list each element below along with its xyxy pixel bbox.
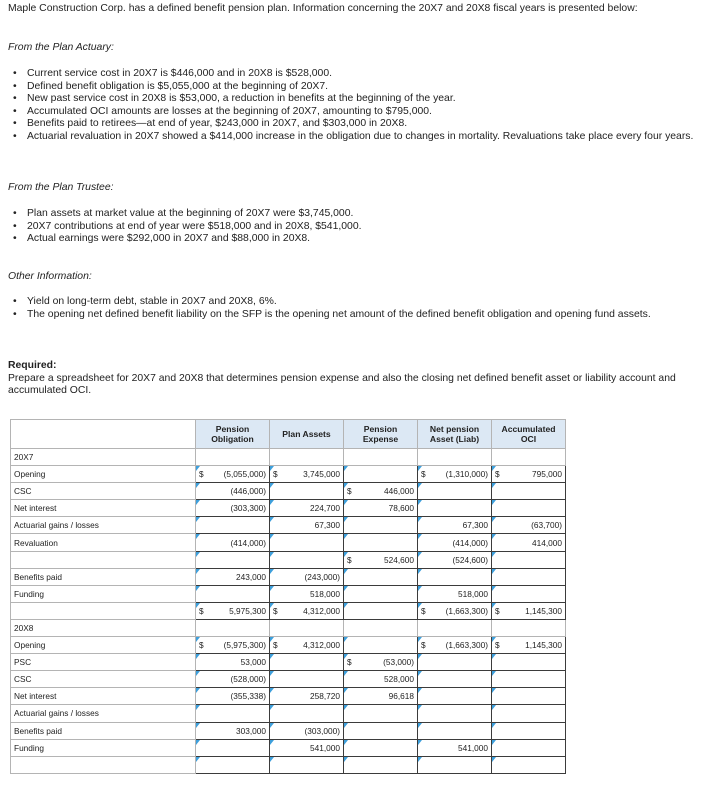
net-pension-asset-cell[interactable]: [418, 671, 492, 688]
accumulated-oci-cell[interactable]: [492, 602, 566, 619]
cell-value: 5,975,300: [229, 605, 266, 616]
plan-assets-cell[interactable]: 224,700: [270, 500, 344, 517]
plan-assets-cell[interactable]: [270, 602, 344, 619]
plan-assets-cell[interactable]: 518,000: [270, 585, 344, 602]
net-pension-asset-cell[interactable]: [418, 500, 492, 517]
accumulated-oci-cell[interactable]: 414,000: [492, 534, 566, 551]
pension-obligation-cell[interactable]: [196, 739, 270, 756]
pension-obligation-cell: [196, 619, 270, 636]
net-pension-asset-cell[interactable]: 67,300: [418, 517, 492, 534]
net-pension-asset-cell[interactable]: (414,000): [418, 534, 492, 551]
table-row: [11, 449, 566, 466]
accumulated-oci-cell[interactable]: (63,700): [492, 517, 566, 534]
row-label: [11, 756, 196, 773]
cell-value: (5,975,300): [223, 640, 266, 651]
accumulated-oci-cell[interactable]: [492, 466, 566, 483]
table-row: [11, 705, 566, 722]
plan-assets-cell: [270, 449, 344, 466]
currency-symbol: $: [273, 640, 278, 651]
pension-obligation-cell[interactable]: [196, 585, 270, 602]
list-item: • Plan assets at market value at the beginning of 20X7 were $3,745,000.: [12, 208, 710, 221]
currency-symbol: $: [421, 605, 426, 616]
accumulated-oci-cell: [492, 619, 566, 636]
table-row: [11, 637, 566, 654]
accumulated-oci-cell[interactable]: [492, 483, 566, 500]
row-label: Benefits paid: [11, 722, 196, 739]
pension-obligation-cell[interactable]: [196, 466, 270, 483]
list-item: • Actual earnings were $292,000 in 20X7 and $88,000 in 20X8.: [12, 233, 710, 246]
plan-assets-cell[interactable]: 541,000: [270, 739, 344, 756]
cell-value: 3,745,000: [303, 469, 340, 480]
row-label: [11, 602, 196, 619]
cell-value: (5,055,000): [223, 469, 266, 480]
pension-obligation-cell[interactable]: [196, 637, 270, 654]
accumulated-oci-cell[interactable]: [492, 705, 566, 722]
table-row: [11, 585, 566, 602]
plan-assets-cell[interactable]: (303,000): [270, 722, 344, 739]
header-pension-obligation: Pension Obligation: [196, 420, 270, 449]
row-label: Opening: [11, 466, 196, 483]
table-row: [11, 500, 566, 517]
cell-value: (1,663,300): [445, 605, 488, 616]
net-pension-asset-cell[interactable]: [418, 602, 492, 619]
pension-expense-cell[interactable]: [344, 483, 418, 500]
row-label: Net interest: [11, 500, 196, 517]
pension-expense-cell[interactable]: [344, 722, 418, 739]
table-row: [11, 517, 566, 534]
pension-obligation-cell[interactable]: 303,000: [196, 722, 270, 739]
table-row: [11, 654, 566, 671]
net-pension-asset-cell[interactable]: [418, 637, 492, 654]
accumulated-oci-cell[interactable]: [492, 739, 566, 756]
pension-expense-cell[interactable]: [344, 551, 418, 568]
required-block: [8, 360, 710, 398]
accumulated-oci-cell[interactable]: [492, 585, 566, 602]
header-net-pension-asset: Net pension Asset (Liab): [418, 420, 492, 449]
list-item: • New past service cost in 20X8 is $53,000, a reduction in benefits at the beginning of the year.: [12, 93, 710, 106]
net-pension-asset-cell[interactable]: 541,000: [418, 739, 492, 756]
row-label: CSC: [11, 671, 196, 688]
pension-obligation-cell[interactable]: 53,000: [196, 654, 270, 671]
plan-assets-cell[interactable]: [270, 654, 344, 671]
net-pension-asset-cell[interactable]: [418, 688, 492, 705]
cell-value: 795,000: [532, 469, 562, 480]
cell-value: 446,000: [384, 486, 414, 497]
pension-obligation-cell[interactable]: [196, 517, 270, 534]
table-row: [11, 551, 566, 568]
pension-obligation-cell[interactable]: (414,000): [196, 534, 270, 551]
accumulated-oci-cell: [492, 449, 566, 466]
table-row: [11, 602, 566, 619]
row-label: 20X8: [11, 619, 196, 636]
accumulated-oci-cell[interactable]: [492, 568, 566, 585]
table-row: [11, 688, 566, 705]
pension-worksheet: [10, 419, 566, 774]
row-label: Opening: [11, 637, 196, 654]
plan-assets-cell[interactable]: [270, 637, 344, 654]
row-label: Funding: [11, 739, 196, 756]
list-item: • 20X7 contributions at end of year were $518,000 and in 20X8, $541,000.: [12, 221, 710, 234]
header-plan-assets: Plan Assets: [270, 420, 344, 449]
pension-expense-cell[interactable]: [344, 585, 418, 602]
trustee-bullet-list: [12, 208, 710, 246]
list-item: • Accumulated OCI amounts are losses at the beginning of 20X7, amounting to $795,000.: [12, 106, 710, 119]
accumulated-oci-cell[interactable]: [492, 654, 566, 671]
actuary-bullet-list: [12, 68, 710, 144]
pension-expense-cell[interactable]: [344, 602, 418, 619]
cell-value: 1,145,300: [525, 605, 562, 616]
row-label: Funding: [11, 585, 196, 602]
header-pension-expense: Pension Expense: [344, 420, 418, 449]
currency-symbol: $: [495, 640, 500, 651]
row-label: Revaluation: [11, 534, 196, 551]
currency-symbol: $: [421, 469, 426, 480]
pension-expense-cell[interactable]: [344, 654, 418, 671]
net-pension-asset-cell: [418, 449, 492, 466]
table-row: [11, 722, 566, 739]
row-label: Actuarial gains / losses: [11, 517, 196, 534]
currency-symbol: $: [495, 469, 500, 480]
header-blank: [11, 420, 196, 449]
cell-value: (53,000): [383, 657, 414, 668]
pension-expense-cell[interactable]: [344, 739, 418, 756]
plan-assets-cell[interactable]: (243,000): [270, 568, 344, 585]
required-title: Required:: [8, 360, 57, 371]
pension-obligation-cell[interactable]: [196, 705, 270, 722]
plan-assets-cell: [270, 619, 344, 636]
pension-expense-cell[interactable]: 78,600: [344, 500, 418, 517]
table-row: [11, 739, 566, 756]
pension-obligation-cell[interactable]: [196, 602, 270, 619]
worksheet-header-row: [11, 420, 566, 449]
plan-assets-cell[interactable]: [270, 705, 344, 722]
currency-symbol: $: [199, 640, 204, 651]
pension-expense-cell[interactable]: 528,000: [344, 671, 418, 688]
plan-assets-cell[interactable]: 67,300: [270, 517, 344, 534]
plan-assets-cell[interactable]: [270, 551, 344, 568]
intro-paragraph: Maple Construction Corp. has a defined benefit pension plan. Information concerning the 20X7 and 20X8 fiscal years is presented below:: [8, 3, 638, 14]
pension-obligation-cell[interactable]: [196, 756, 270, 773]
net-pension-asset-cell[interactable]: (524,600): [418, 551, 492, 568]
row-label: 20X7: [11, 449, 196, 466]
net-pension-asset-cell[interactable]: [418, 705, 492, 722]
pension-obligation-cell[interactable]: (528,000): [196, 671, 270, 688]
accumulated-oci-cell[interactable]: [492, 551, 566, 568]
net-pension-asset-cell[interactable]: [418, 756, 492, 773]
list-item: • Yield on long-term debt, stable in 20X7 and 20X8, 6%.: [12, 296, 710, 309]
cell-value: 524,600: [384, 554, 414, 565]
table-row: [11, 568, 566, 585]
currency-symbol: $: [199, 469, 204, 480]
accumulated-oci-cell[interactable]: [492, 756, 566, 773]
pension-expense-cell[interactable]: [344, 517, 418, 534]
table-row: [11, 619, 566, 636]
required-text: Prepare a spreadsheet for 20X7 and 20X8 that determines pension expense and also the closing net defined benefit asset or liability account and accumulated OCI.: [8, 372, 676, 397]
net-pension-asset-cell[interactable]: [418, 654, 492, 671]
pension-expense-cell: [344, 449, 418, 466]
net-pension-asset-cell: [418, 619, 492, 636]
currency-symbol: $: [273, 605, 278, 616]
list-item: • Current service cost in 20X7 is $446,000 and in 20X8 is $528,000.: [12, 68, 710, 81]
net-pension-asset-cell[interactable]: [418, 568, 492, 585]
table-row: [11, 483, 566, 500]
plan-assets-cell[interactable]: [270, 534, 344, 551]
plan-assets-cell[interactable]: 258,720: [270, 688, 344, 705]
pension-expense-cell[interactable]: 96,618: [344, 688, 418, 705]
net-pension-asset-cell[interactable]: 518,000: [418, 585, 492, 602]
row-label: PSC: [11, 654, 196, 671]
actuary-heading: From the Plan Actuary:: [8, 42, 114, 53]
pension-obligation-cell[interactable]: [196, 551, 270, 568]
table-row: [11, 756, 566, 773]
plan-assets-cell[interactable]: [270, 756, 344, 773]
plan-assets-cell[interactable]: [270, 466, 344, 483]
currency-symbol: $: [421, 640, 426, 651]
cell-value: (1,663,300): [445, 640, 488, 651]
table-row: [11, 534, 566, 551]
row-label: [11, 551, 196, 568]
pension-expense-cell[interactable]: [344, 466, 418, 483]
other-info-bullet-list: [12, 296, 710, 321]
row-label: Actuarial gains / losses: [11, 705, 196, 722]
currency-symbol: $: [199, 605, 204, 616]
net-pension-asset-cell[interactable]: [418, 722, 492, 739]
accumulated-oci-cell[interactable]: [492, 637, 566, 654]
pension-obligation-cell: [196, 449, 270, 466]
accumulated-oci-cell[interactable]: [492, 722, 566, 739]
pension-expense-cell: [344, 619, 418, 636]
list-item: • Defined benefit obligation is $5,055,000 at the beginning of 20X7.: [12, 81, 710, 94]
cell-value: 4,312,000: [303, 605, 340, 616]
pension-obligation-cell[interactable]: (355,338): [196, 688, 270, 705]
pension-obligation-cell[interactable]: (303,300): [196, 500, 270, 517]
list-item: • Actuarial revaluation in 20X7 showed a $414,000 increase in the obligation due to changes in mortality. Revaluations take place every four years.: [12, 131, 710, 144]
accumulated-oci-cell[interactable]: [492, 688, 566, 705]
other-info-heading: Other Information:: [8, 271, 92, 282]
currency-symbol: $: [347, 657, 352, 668]
net-pension-asset-cell[interactable]: [418, 483, 492, 500]
currency-symbol: $: [347, 554, 352, 565]
table-row: [11, 466, 566, 483]
trustee-heading: From the Plan Trustee:: [8, 182, 114, 193]
accumulated-oci-cell[interactable]: [492, 500, 566, 517]
pension-expense-cell[interactable]: [344, 568, 418, 585]
row-label: Benefits paid: [11, 568, 196, 585]
header-accumulated-oci: Accumulated OCI: [492, 420, 566, 449]
cell-value: 1,145,300: [525, 640, 562, 651]
row-label: CSC: [11, 483, 196, 500]
currency-symbol: $: [495, 605, 500, 616]
row-label: Net interest: [11, 688, 196, 705]
pension-expense-cell[interactable]: [344, 705, 418, 722]
accumulated-oci-cell[interactable]: [492, 671, 566, 688]
list-item: • The opening net defined benefit liability on the SFP is the opening net amount of the defined benefit obligation and opening fund assets.: [12, 309, 710, 322]
pension-obligation-cell[interactable]: (446,000): [196, 483, 270, 500]
pension-expense-cell[interactable]: [344, 756, 418, 773]
plan-assets-cell[interactable]: [270, 483, 344, 500]
list-item: • Benefits paid to retirees—at end of year, $243,000 in 20X7, and $303,000 in 20X8.: [12, 118, 710, 131]
cell-value: 4,312,000: [303, 640, 340, 651]
currency-symbol: $: [347, 486, 352, 497]
plan-assets-cell[interactable]: [270, 671, 344, 688]
pension-obligation-cell[interactable]: 243,000: [196, 568, 270, 585]
pension-expense-cell[interactable]: [344, 534, 418, 551]
cell-value: (1,310,000): [445, 469, 488, 480]
pension-expense-cell[interactable]: [344, 637, 418, 654]
currency-symbol: $: [273, 469, 278, 480]
table-row: [11, 671, 566, 688]
net-pension-asset-cell[interactable]: [418, 466, 492, 483]
